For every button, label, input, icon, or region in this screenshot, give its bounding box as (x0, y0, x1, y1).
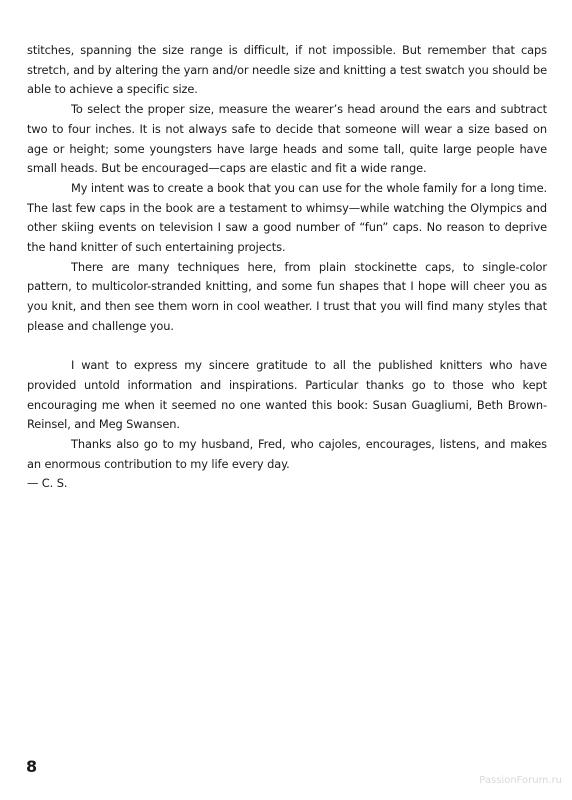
paragraph-techniques: There are many techniques here, from plain stockinette caps, to single-color pattern, to multicolor-stranded knitting, and some fun shapes that I hope will cheer you as you knit, and then see them worn in cool weather. I trust that you will find many styles that please and challenge you. (27, 259, 547, 333)
paragraph-thanks-husband: Thanks also go to my husband, Fred, who cajoles, encourages, listens, and makes an enormous contribution to my life every day. (27, 437, 547, 471)
author-signature: — C. S. (27, 476, 68, 491)
section-spacer (27, 337, 547, 357)
paragraph-measure-head: To select the proper size, measure the wearer’s head around the ears and subtract two to four inches. It is not always safe to decide that someone will wear a size based on age or height; some youngsters have large heads and some tall, quite large people have small heads. But be encouraged—caps are elastic and fit a wide range. (27, 102, 547, 176)
paragraph-book-intent: My intent was to create a book that you can use for the whole family for a long time. The last few caps in the book are a testament to whimsy—while watching the Olympics and other skiing events on television I saw a good number of “fun” caps. No reason to deprive the hand knitter of such entertaining projects. (27, 180, 547, 255)
body-text (27, 41, 547, 494)
paragraph-size-range: stitches, spanning the size range is difficult, if not impossible. But remember that caps stretch, and by altering the yarn and/or needle size and knitting a test swatch you should be able to achieve a specific size. (27, 43, 548, 97)
watermark: PassionForum.ru (479, 775, 562, 786)
page-number: 8 (26, 757, 38, 776)
paragraph-gratitude: I want to express my sincere gratitude to all the published knitters who have provided untold information and inspirations. Particular thanks go to those who kept encouraging me when it seemed no one wanted this book: Susan Guagliumi, Beth Brown-Reinsel, and Meg Swansen. (27, 358, 547, 432)
